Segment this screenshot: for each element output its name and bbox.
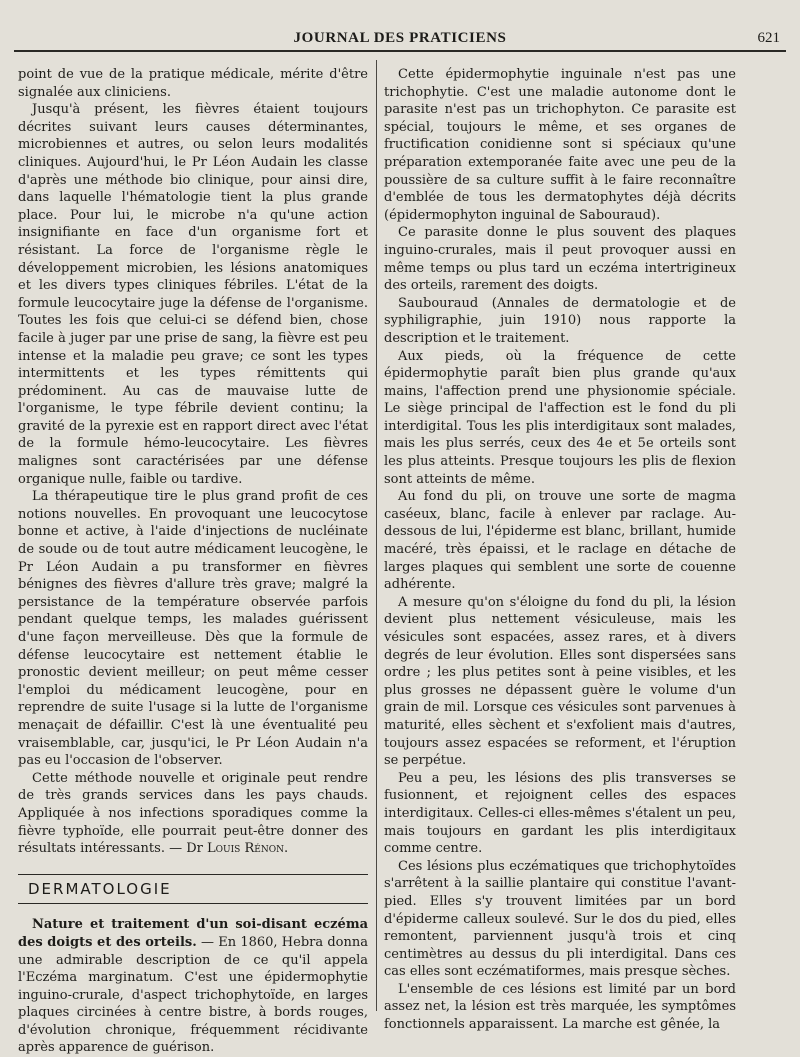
page-number: 621: [757, 30, 780, 46]
paragraph: L'ensemble de ces lésions est limité par un bord assez net, la lésion est très marquée, les symptômes fonctionnels apparaissent. La marche est gênée, la: [384, 981, 736, 1033]
article-paragraph: [18, 916, 368, 1057]
section-title: DERMATOLOGIE: [28, 879, 172, 898]
article-intro: — En 1860, Hebra donna une admirable description de ce qu'il appela l'Eczéma marginatum. C'est une épidermophytie inguino-crurale, d'aspect trichophytoïde, en larges plaques circinées à centre bistre, à bords rouges, d'évolution chronique, fréquemment récidivante après apparence de guérison.: [18, 934, 368, 1056]
column-divider: [376, 60, 377, 1011]
paragraph: Cette épidermophytie inguinale n'est pas une trichophytie. C'est une maladie autonome dont le parasite n'est pas un trichophyton. Ce parasite est spécial, toujours le même, et ses organes de fructification conidienne sont si spéciaux qu'une préparation extemporanée faite avec une peu de la poussière de sa culture suffit à le faire reconnaître d'emblée de tous les dermatophytes déjà décrits (épidermophyton inguinal de Sabouraud).: [384, 67, 736, 223]
paragraph: Ce parasite donne le plus souvent des plaques inguino-crurales, mais il peut provoquer aussi en même temps ou plus tard un eczéma intertrigineux des orteils, rarement des doigts.: [384, 225, 736, 294]
paragraph: Jusqu'à présent, les fièvres étaient toujours décrites suivant leurs causes déterminantes, microbiennes et autres, ou selon leurs modalités cliniques. Aujourd'hui, le Pr Léon Audain les classe d'après une méthode bio clinique, pour ainsi dire, dans laquelle l'hématologie tient la plus grande place. Pour lui, le microbe n'a qu'une action insignifiante en face d'un organisme fort et résistant. La force de l'organisme règle le développement microbien, les lésions anatomiques et les divers types cliniques fébriles. L'état de la formule leucocytaire juge la défense de l'organisme. Toutes les fois que celui-ci se défend bien, chose facile à juger par une prise de sang, la fièvre est peu intense et la maladie peu grave; ce sont les types intermittents et les types rémittents qui prédominent. Au cas de mauvaise lutte de l'organisme, le type fébrile devient continu; la gravité de la pyrexie est en rapport direct avec l'état de la formule hémo-leucocytaire. Les fièvres malignes sont caractérisées par une défense organique nulle, faible ou tardive.: [18, 102, 368, 487]
paragraph: A mesure qu'on s'éloigne du fond du pli, la lésion devient plus nettement vésiculeuse, mais les vésicules sont espacées, assez rares, et à divers degrés de leur évolution. Elles sont dispersées sans ordre ; les plus petites sont à peine visibles, et les plus grosses ne dépassent guère le volume d'un grain de mil. Lorsque ces vésicules sont parvenues à maturité, elles sèchent et s'exfolient mais d'autres, toujours assez espacées se reforment, et l'éruption se perpétue.: [384, 594, 736, 769]
journal-title: JOURNAL DES PRATICIENS: [293, 30, 507, 46]
paragraph-text: Cette méthode nouvelle et originale peut rendre de très grands services dans les pays chauds. Appliquée à nos infections sporadiques comme la fièvre typhoïde, elle pourrait peut-être donner des résultats intéressants. — Dr: [18, 770, 368, 857]
section-heading-box: [18, 874, 368, 905]
author-signature: Louis Rénon.: [207, 841, 289, 857]
paragraph: Peu a peu, les lésions des plis transverses se fusionnent, et rejoignent celles des espaces interdigitaux. Celles-ci elles-mêmes s'étalent un peu, mais toujours en gardant les plis interdigitaux comme centre.: [384, 770, 736, 857]
paragraph: La thérapeutique tire le plus grand profit de ces notions nouvelles. En provoquant une leucocytose bonne et active, à l'aide d'injections de nucléinate de soude ou de tout autre médicament leucogène, le Pr Léon Audain a pu transformer en fièvres bénignes des fièvres d'allure très grave; malgré la persistance de la température observée parfois pendant quelque temps, les malades guérissent d'une façon merveilleuse. Dès que la formule de défense leucocytaire est nettement établie le pronostic devient meilleur; on peut même cesser l'emploi du médicament leucogène, pour en reprendre de suite l'usage si la lutte de l'organisme menaçait de défaillir. C'est là une éventualité peu vraisemblable, car, jusqu'ici, le Pr Léon Audain n'a pas eu l'occasion de l'observer.: [18, 489, 368, 769]
left-column: [18, 66, 368, 1056]
paragraph: [18, 770, 368, 858]
paragraph: Aux pieds, où la fréquence de cette épidermophytie paraît bien plus grande qu'aux mains, l'affection prend une physionomie spéciale. Le siège principal de l'affection est le fond du pli interdigital. Tous les plis interdigitaux sont malades, mais les plus serrés, ceux des 4e et 5e orteils sont les plus atteints. Presque toujours les plis de flexion sont atteints de même.: [384, 348, 736, 487]
running-header: [14, 26, 786, 52]
paragraph: point de vue de la pratique médicale, mérite d'être signalée aux cliniciens.: [18, 67, 368, 100]
paragraph: Saubouraud (Annales de dermatologie et de syphiligraphie, juin 1910) nous rapporte la description et le traitement.: [384, 295, 736, 346]
article-title: Nature et traitement d'un soi-disant eczéma des doigts et des orteils.: [18, 917, 368, 950]
paragraph: Au fond du pli, on trouve une sorte de magma caséeux, blanc, facile à enlever par raclage. Au-dessous de lui, l'épiderme est blanc, brillant, humide macéré, très épaissi, et le raclage en détache de larges plaques qui semblent une sorte de couenne adhérente.: [384, 489, 736, 593]
paragraph: Ces lésions plus eczématiques que trichophytoïdes s'arrêtent à la saillie plantaire qui constitue l'avant-pied. Elles s'y trouvent limitées par un bord d'épiderme calleux soulevé. Sur le dos du pied, elles remontent, parviennent jusqu'à trois et cinq centimètres au dessus du pli interdigital. Dans ces cas elles sont eczématiformes, mais presque sèches.: [384, 858, 736, 980]
right-column: [384, 66, 736, 1039]
